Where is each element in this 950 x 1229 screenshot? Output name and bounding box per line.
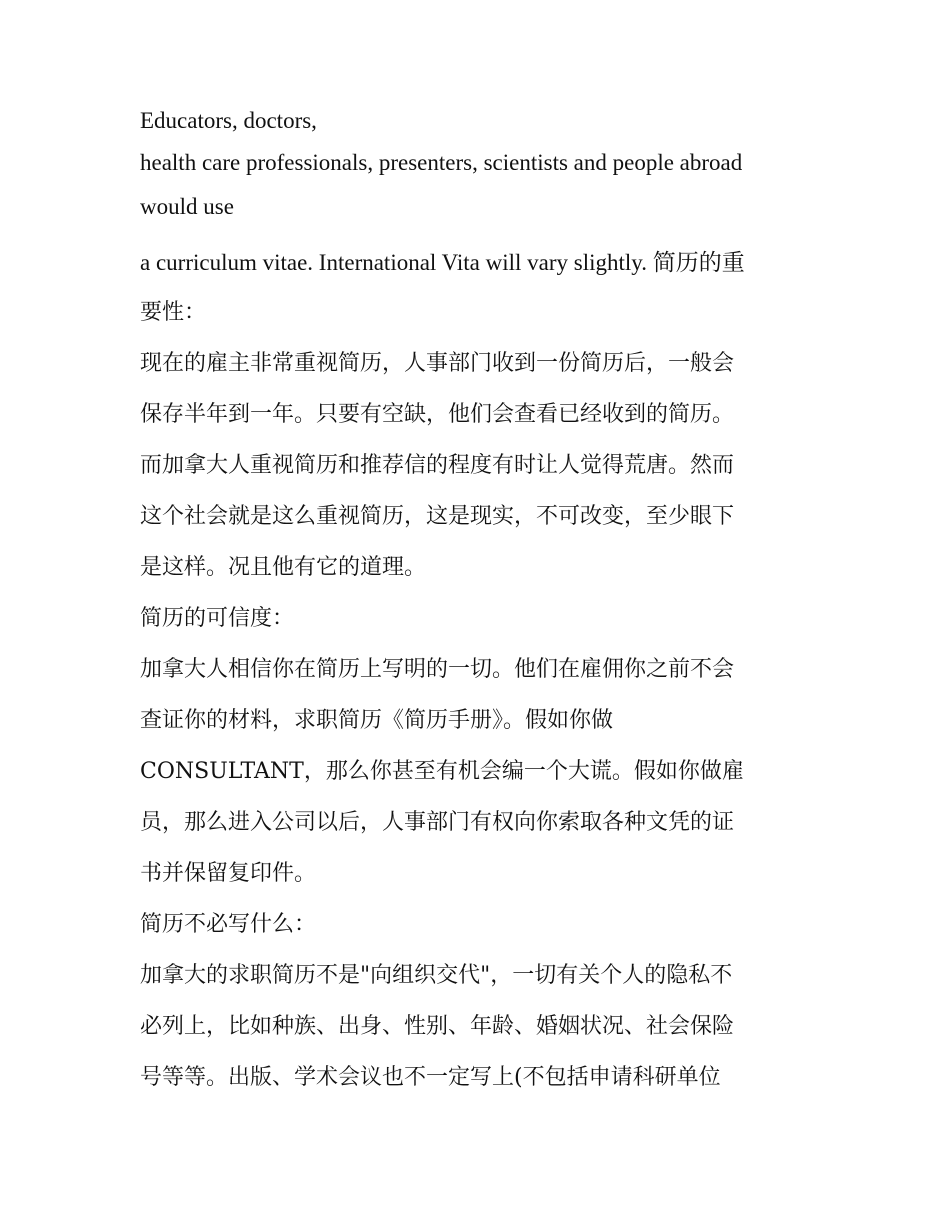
text-line-18: 加拿大的求职简历不是"向组织交代"，一切有关个人的隐私不 — [140, 963, 733, 988]
text-line-4: a curriculum vitae. International Vita will vary slightly. 简历的重 — [140, 250, 745, 275]
section-heading-credibility: 简历的可信度： — [140, 606, 295, 631]
text-line-10: 是这样。况且他有它的道理。 — [140, 555, 427, 580]
text-line-20: 号等等。出版、学术会议也不一定写上(不包括申请科研单位 — [140, 1065, 721, 1090]
text-line-14: CONSULTANT，那么你甚至有机会编一个大谎。假如你做雇 — [140, 759, 744, 784]
text-line-6: 现在的雇主非常重视简历，人事部门收到一份简历后，一般会 — [140, 351, 735, 376]
text-line-16: 书并保留复印件。 — [140, 861, 317, 886]
text-line-7: 保存半年到一年。只要有空缺，他们会查看已经收到的简历。 — [140, 402, 735, 427]
section-heading-omit: 简历不必写什么： — [140, 912, 317, 937]
text-line-13: 查证你的材料，求职简历《简历手册》。假如你做 — [140, 708, 614, 733]
text-line-12: 加拿大人相信你在简历上写明的一切。他们在雇佣你之前不会 — [140, 657, 735, 682]
text-line-2: health care professionals, presenters, scientists and people abroad — [140, 150, 743, 175]
text-line-1: Educators, doctors, — [140, 108, 317, 133]
text-line-9: 这个社会就是这么重视简历，这是现实，不可改变，至少眼下 — [140, 504, 735, 529]
text-line-8: 而加拿大人重视简历和推荐信的程度有时让人觉得荒唐。然而 — [140, 453, 735, 478]
text-line-19: 必列上，比如种族、出身、性别、年龄、婚姻状况、社会保险 — [140, 1014, 735, 1039]
text-line-3: would use — [140, 194, 234, 219]
text-line-15: 员，那么进入公司以后，人事部门有权向你索取各种文凭的证 — [140, 810, 735, 835]
text-line-5: 要性： — [140, 300, 207, 325]
